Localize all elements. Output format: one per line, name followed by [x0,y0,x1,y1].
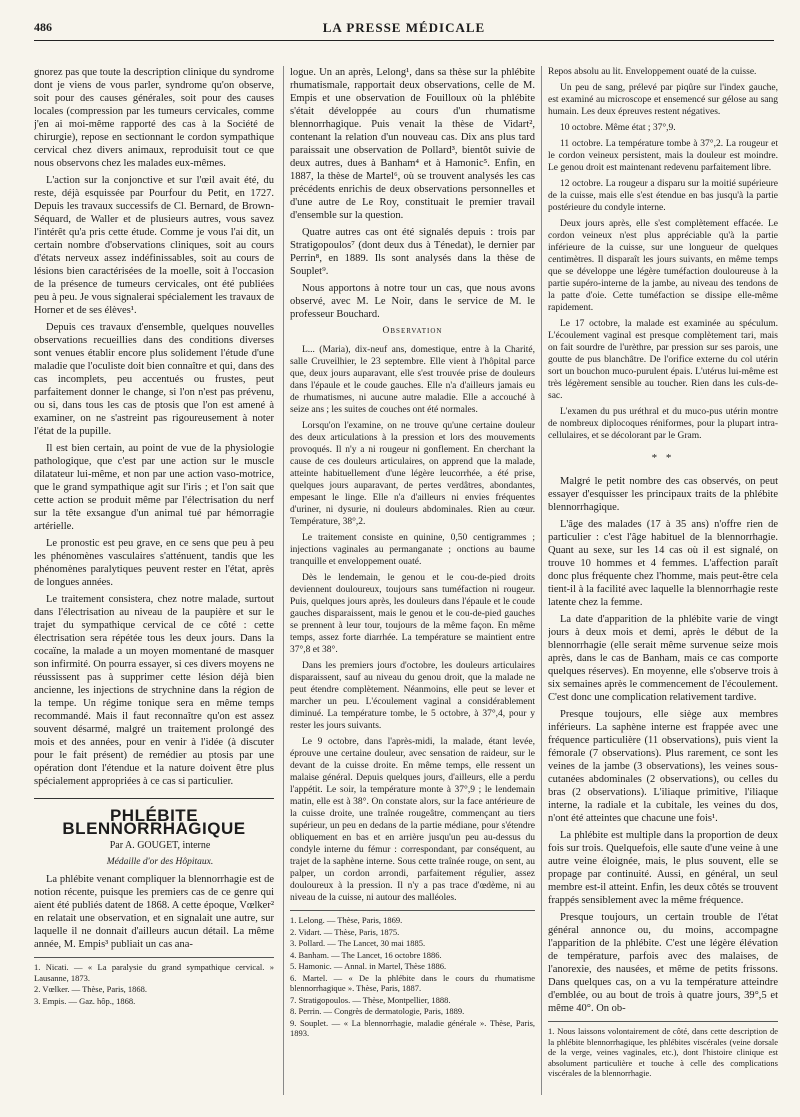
column-divider [541,66,542,1095]
paragraph: logue. Un an après, Lelong¹, dans sa thèse sur la phlébite rhumatismale, rapportait deux observations, celle de M. Empis et une observation de Fouilloux où la phlébite s'était développée au cours d'un rhumatisme blennorrhagique. Puis venait la thèse de Vidart², contenant la relation d'un nouveau cas. Dix ans plus tard paraissait une observation de Pollard³, bientôt suivie de deux autres, dues à Banham⁴ et à Hamonic⁵. Enfin, en 1887, la thèse de Martel⁶, où se trouvent analysés les cas précédents enrichis de deux observations personnelles et d'une autre de Le Roy, constituait le premier travail d'ensemble sur la question. [290,67,535,221]
paragraph: Le pronostic est peu grave, en ce sens que peu à peu les phénomènes vasculaires s'atténuent, tandis que les phénomènes paralytiques peuvent rester en l'état, après de longues années. [34,538,274,588]
paragraph: Nous apportons à notre tour un cas, que nous avons observé, avec M. Le Noir, dans le service de M. le professeur Bouchard. [290,283,535,320]
observation-paragraph: 10 octobre. Même état ; 37°,9. [560,123,676,133]
footnote: 2. Vidart. — Thèse, Paris, 1875. [290,926,400,937]
paragraph: Depuis ces travaux d'ensemble, quelques nouvelles observations recueillies dans des conditions diverses sont venues établir encore plus solidement l'étude d'une maladie que l'oculiste doit bien connaître et qui, dans des cas incomplets, peu accentués ou frustes, peut parfaitement donner le change, si l'on n'est pas prévenu, ou si, dans tous les cas de ptosis que l'on est amené à examiner, on ne s'astreint pas rigoureusement à noter l'état de la pupille. [34,322,274,437]
observation-paragraph: Le traitement consiste en quinine, 0,50 centigrammes ; injections vaginales au permanganate ; onctions au baume tranquille et enveloppement ouaté. [290,533,535,567]
observation-paragraph: Repos absolu au lit. Enveloppement ouaté de la cuisse. [548,67,757,77]
paragraph: Le traitement consistera, chez notre malade, surtout dans l'électrisation au niveau de la paupière et sur le trajet du sympathique cervical de ce côté : cette électrisation sera répétée tous les deux jours. Dans la cocaïne, la malade a un moyen momentané de masquer son infirmité. On pourra essayer, si ces divers moyens ne réussissent pas à supprimer cette lésion déjà bien ancienne, les injections de strychnine dans la région de la tempe. Un régime tonique sera en même temps recommandé. Mais il faut reconnaître qu'on est assez souvent désarmé, malgré un traitement prolongé des mois et des années, pour en venir à l'idée (à discuter pour le fait présent) de remédier au ptosis par une opération dont l'étendue et la nature doivent être plus spécialement appropriées à ce cas si particulier. [34,594,274,787]
observation-paragraph: Le 9 octobre, dans l'après-midi, la malade, étant levée, éprouve une certaine douleur, avec sensation de raideur, sur le devant de la cuisse droite. En même temps, elle ressent un malaise général. Depuis quelques jours, d'ailleurs, elle a perdu l'appétit. Le soir, la température monte à 37°,9 ; le lendemain matin, elle est à 38°. On constate alors, sur la face antérieure de la cuisse droite, une traînée rougeâtre, commençant au tiers supérieur, un peu en dedans de la partie médiane, pour s'étendre obliquement en bas et en arrière jusqu'un peu au-dessus du condyle interne du fémur : correspondant, par conséquent, au trajet de la saphène interne. Sous cette traînée rouge, on sent, au palper, un cordon arrondi, parfaitement régulier, assez douloureux à la pression. Il n'y a pas trace d'œdème, ni au niveau de la cuisse, ni autour des malléoles. [290,737,535,903]
observation-heading: Observation [382,326,443,336]
paragraph: gnorez pas que toute la description clinique du syndrome dont je viens de vous parler, syndrome qu'on observe, soit pour des causes générales, soit pour des causes locales (compression par les tumeurs cervicales, comme j'en ai moi-même rapporté des cas à la Société de chirurgie), repose en sectionnant le cordon sympathique cervical chez divers animaux, reproduisit tout ce que nous observons chez les malades eux-mêmes. [34,67,274,169]
observation-paragraph: L'examen du pus uréthral et du muco-pus utérin montre de nombreux diplocoques réniformes, pour la plupart intra-cellulaires, et se décolorant par le Gram. [548,407,778,441]
observation-paragraph: Deux jours après, elle s'est complètement effacée. Le cordon veineux n'est plus appréciable qu'à la partie inférieure de la cuisse, sur une longueur de quelques centimètres. Il disparaît les jours suivants, en même temps que se développe une légère tuméfaction douloureuse à la partie supéro-interne de la jambe, au niveau des tendons de la patte d'oie. Cette tuméfaction se dissipe elle-même rapidement. [548,219,778,313]
observation-paragraph: Le 17 octobre, la malade est examinée au spéculum. L'écoulement vaginal est presque complètement tari, mais on fait sourdre de l'urèthre, par pression sur ses parois, une goutte de pus blanchâtre. De l'orifice externe du col utérin sort un bouchon muco-purulent épais. L'utérus lui-même est très légèrement sensible au toucher. Rien dans les culs-de-sac. [548,319,778,401]
footnote: 8. Perrin. — Congrès de dermatologie, Paris, 1889. [290,1006,465,1016]
footnote: 1. Lelong. — Thèse, Paris, 1869. [290,915,403,925]
page-header [34,12,774,41]
footnote: 2. Vœlker. — Thèse, Paris, 1868. [34,984,148,994]
observation-paragraph: L... (Maria), dix-neuf ans, domestique, entre à la Charité, salle Cruveilhier, le 23 septembre. Elle vient à l'hôpital parce que, deux jours auparavant, elle s'est trouvée prise de douleurs dans l'épaule et le coude gauches. Elle n'a d'ailleurs jamais eu de rhumatismes, ni aucune autre maladie. Elle a accouché à seize ans ; les suites de couches ont été normales. [290,345,535,415]
observation-paragraph: Un peu de sang, prélevé par piqûre sur l'index gauche, est examiné au microscope et ensemencé sur gélose au sang humain. Les deux épreuves restent négatives. [548,83,778,117]
column-divider [283,66,284,1095]
observation-paragraph: Lorsqu'on l'examine, on ne trouve qu'une certaine douleur des deux articulations à la pression et lors des mouvements provoqués. Il n'y a ni rougeur ni gonflement. En cherchant la cause de ces douleurs articulaires, on apprend que la malade, atteinte habituellement d'une légère leucorrhée, a été prise, quelques jours auparavant, de pertes verdâtres, abondantes, empesant le linge. Elle n'a d'ailleurs ni envies fréquentes d'uriner, ni dysurie, ni douleurs abdominales. Rien au cœur. Température, 38°,2. [290,421,535,527]
observation-paragraph: Dans les premiers jours d'octobre, les douleurs articulaires disparaissent, sauf au niveau du genou droit, que la malade ne peut étendre complètement. Néanmoins, elle peut se lever et marcher un peu. L'écoulement vaginal a considérablement diminué. La température tombe, le 5 octobre, à 37°,4, pour y rester les jours suivants. [290,661,535,731]
author-affiliation: Médaille d'or des Hôpitaux. [106,857,214,867]
paragraph: La phlébite est multiple dans la proportion de deux fois sur trois. Quelquefois, elle saute d'une veine à une autre veine éloignée, mais, le plus souvent, elle se propage par continuité. Aussi, en général, un seul membre est-il atteint. Enfin, les deux côtés se trouvent frappés sensiblement avec la même fréquence. [548,830,778,906]
paragraph: Quatre autres cas ont été signalés depuis : trois par Stratigopoulos⁷ (dont deux dus à Ténedat), le dernier par Perrin⁸, en 1889. Ils sont analysés dans la thèse de Souplet⁹. [290,227,535,277]
observation-paragraph: Dès le lendemain, le genou et le cou-de-pied droits deviennent douloureux, toujours sans tuméfaction ni rougeur. Puis, quelques jours après, les douleurs dans l'épaule et le coude gauches disparaissent, mais le genou et le cou-de-pied gauches se prennent à leur tour, toujours de la même façon. En même temps, assez forte diarrhée. La température se maintient entre 37°,8 et 38°. [290,573,535,655]
paragraph: Il est bien certain, au point de vue de la physiologie pathologique, que c'est par une action sur le muscle dilatateur lui-même, et non par une action vaso-motrice, que le grand sympathique agit sur l'iris ; et l'on sait que cette action se produit même par l'électrisation du nerf sur la tête exsangue d'un animal tué par hémorragie artérielle. [34,443,274,532]
paragraph: Presque toujours, un certain trouble de l'état général annonce ou, du moins, accompagne l'apparition de la phlébite. C'est une légère élévation de température, parfois avec des malaises, de l'anorexie, des nausées, et même de petits frissons. Dans quelques cas, on a vu la température atteindre d'emblée, ou au bout de trois à quatre jours, 39°,5 et même 40°. On ob- [548,912,778,1014]
observation-paragraph: 12 octobre. La rougeur a disparu sur la moitié supérieure de la cuisse, mais elle s'est étendue en bas jusqu'à la partie postérieure du condyle interne. [548,179,778,213]
footnotes [34,957,274,1006]
column-left [34,66,274,1097]
article-title: PHLÉBITE BLENNORRHAGIQUE [34,798,274,835]
column-right [548,66,778,1097]
footnote: 3. Pollard. — The Lancet, 30 mai 1885. [290,938,426,948]
footnotes [548,1021,778,1079]
page-number: 486 [34,20,52,34]
footnote: 7. Stratigopoulos. — Thèse, Montpellier, 1888. [290,994,451,1005]
paragraph: L'âge des malades (17 à 35 ans) n'offre rien de particulier : c'est l'âge habituel de la blennorrhagie. Quant au sexe, sur les 14 cas où il est signalé, on trouve 10 hommes et 4 femmes. L'affection paraît donc plus fréquente chez l'homme, mais peut-être cela tient-il à la facilité avec laquelle la blennorrhagie reste latente chez la femme. [548,519,778,608]
paragraph: Malgré le petit nombre des cas observés, on peut essayer d'esquisser les principaux traits de la phlébite blennorrhagique. [548,476,778,513]
paragraph: La phlébite venant compliquer la blennorrhagie est de notion récente, puisque les premiers cas de ce genre qui aient été publiés datent de 1868. A cette époque, Vœlker² en relatait une observation, et en signalait une autre, sur laquelle il ne donnait d'ailleurs aucun détail. La même année, M. Empis³ publiait un cas ana- [34,874,274,950]
footnote: 3. Empis. — Gaz. hôp., 1868. [34,995,136,1006]
observation-paragraph: 11 octobre. La température tombe à 37°,2. La rougeur et le cordon veineux persistent, mais la douleur est moindre. Le genou droit est maintenant redevenu parfaitement libre. [548,139,778,173]
paragraph: L'action sur la conjonctive et sur l'œil avait été, du reste, déjà esquissée par Pourfour du Petit, en 1727. Depuis les travaux successifs de Cl. Bernard, de Brown-Séquard, de Waller et de plusieurs autres, vous savez l'intérêt qu'a pris cette étude. Comme je vous l'ai dit, un certain nombre d'observations cliniques, soit au cours d'états nerveux assez indéfinissables, soit au cours de lésions bien caractérisées de la moelle, soit à l'occasion de la présence de tumeurs cervicales, ont été publiées peu à peu. Je vous signalerai spécialement les travaux de Horner et de ses élèves¹. [34,175,274,316]
footnotes [290,910,535,1039]
paragraph: Presque toujours, elle siège aux membres inférieurs. La saphène interne est frappée avec une fréquence particulière (11 observations), puis vient la fémorale (7 observations). Plus rarement, ce sont les veines de la jambe (3 observations), les veines sous-cutanées abdominales (2 observations), ou celles du bras (2 observations). L'iliaque primitive, l'iliaque interne, la radiale et la cubitale, les veines du dos, n'ont été atteintes que chacune une fois¹. [548,709,778,824]
footnote: 9. Souplet. — « La blennorrhagie, maladie générale ». Thèse, Paris, 1893. [290,1017,535,1038]
footnote: 1. Nicati. — « La paralysie du grand sympathique cervical. » Lausanne, 1873. [34,962,274,983]
section-separator: * * [651,452,675,464]
footnote: 1. Nous laissons volontairement de côté, dans cette description de la phlébite blennorrhagique, les phlébites viscérales (veine dorsale de la verge, veines vaginales, etc.), dont l'histoire clinique est absolument particulière et touche à celle des complications viscérales de la blennorrhagie. [548,1026,778,1078]
footnote: 5. Hamonic. — Annal. in Martel, Thèse 1886. [290,961,447,971]
article-byline: Par A. GOUGET, interne [109,840,211,851]
paragraph: La date d'apparition de la phlébite varie de vingt jours à deux mois et demi, après le début de la blennorrhagie (elle serait même survenue seize mois après, dans le cas de Banham, mais ce cas comporte quelques réserves). En moyenne, elle s'observe trois à six semaines après le commencement de l'écoulement. C'est donc une complication relativement tardive. [548,614,778,703]
footnote: 4. Banham. — The Lancet, 16 octobre 1886. [290,949,442,960]
running-title: LA PRESSE MÉDICALE [322,20,486,35]
column-middle [290,66,535,1097]
footnote: 6. Martel. — « De la phlébite dans le cours du rhumatisme blennorrhagique ». Thèse, Paris, 1887. [290,972,535,993]
